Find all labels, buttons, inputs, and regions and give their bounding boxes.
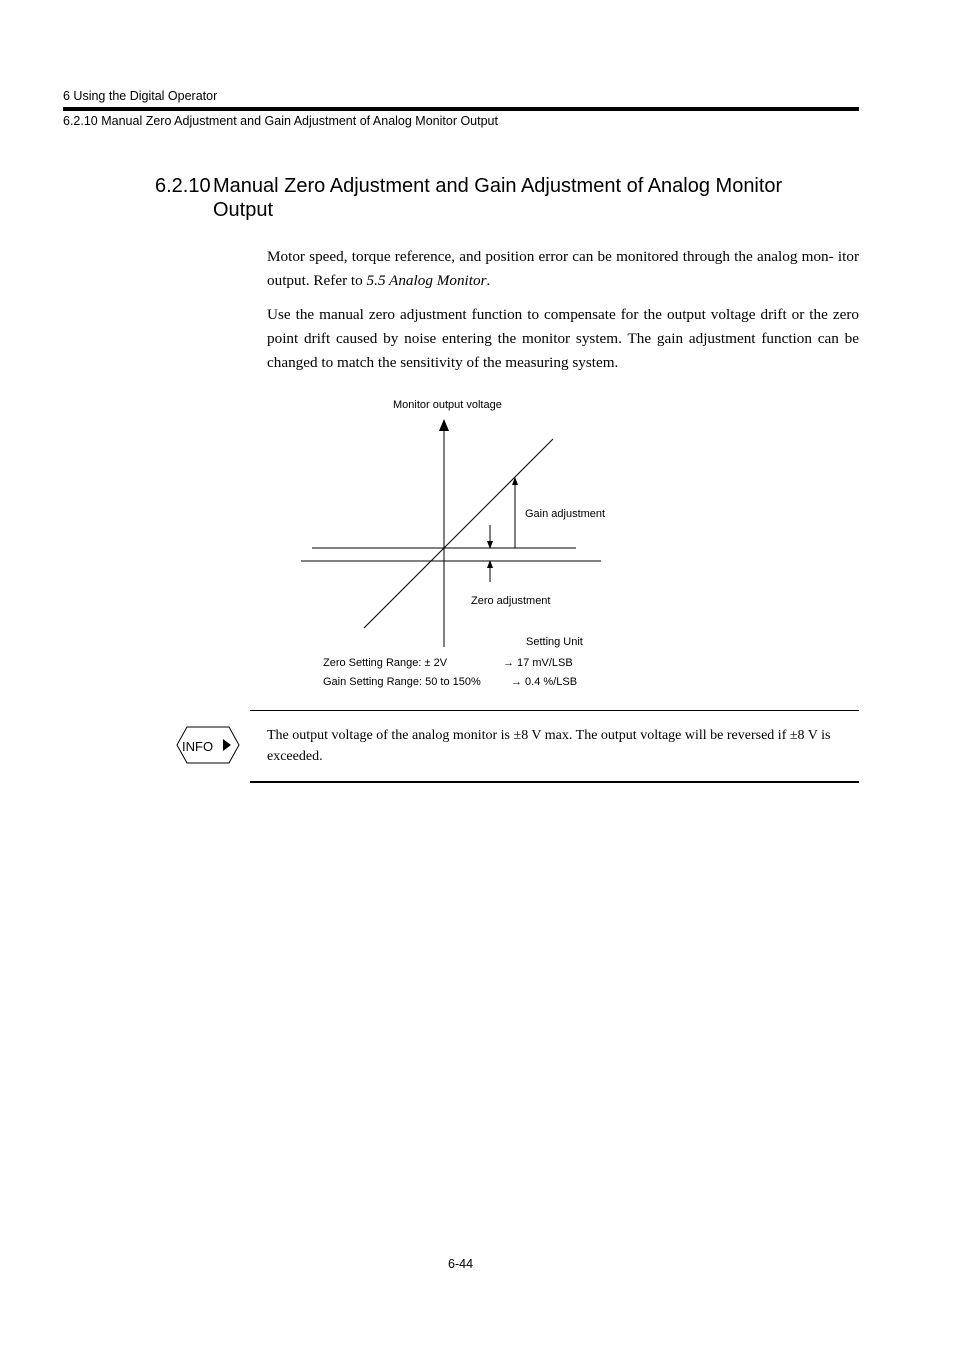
section-title-line1: Manual Zero Adjustment and Gain Adjustment of Analog Monitor [213, 175, 783, 197]
intro-paragraph-end: . [486, 272, 491, 289]
adjustment-diagram [300, 395, 620, 695]
zero-setting-range: Zero Setting Range: ± 2V [323, 657, 448, 669]
info-note: The output voltage of the analog monitor is ±8 V max. The output voltage will be reversed if ±8 V is exceeded. [267, 728, 831, 764]
info-icon [176, 726, 242, 766]
y-axis-arrowhead [439, 419, 449, 431]
section-title [155, 174, 855, 222]
info-bottom-rule [250, 781, 859, 783]
running-header-chapter: 6 Using the Digital Operator [63, 89, 218, 103]
info-top-rule [250, 710, 859, 711]
cross-reference: 5.5 Analog Monitor [366, 272, 487, 289]
intro-paragraph [267, 245, 859, 293]
setting-unit-header: Setting Unit [526, 636, 583, 648]
page-number: 6-44 [448, 1257, 474, 1271]
gain-setting-unit: → 0.4 %/LSB [511, 676, 578, 688]
gain-adjustment-label: Gain adjustment [525, 508, 606, 520]
running-header-section: 6.2.10 Manual Zero Adjustment and Gain Adjustment of Analog Monitor Output [63, 114, 498, 128]
section-title-line2: Output [213, 199, 274, 221]
zero-setting-unit: → 17 mV/LSB [503, 657, 573, 669]
intro-paragraph-text: Motor speed, torque reference, and position error can be monitored through the analog mon- itor output. Refer to [267, 248, 859, 289]
gain-arrowhead [512, 477, 518, 485]
adjustment-paragraph: Use the manual zero adjustment function to compensate for the output voltage drift or the zero point drift caused by noise entering the monitor system. The gain adjustment function can be changed to match the sensitivity of the measuring system. [267, 306, 859, 371]
info-icon-label: INFO [182, 739, 214, 754]
y-axis-label: Monitor output voltage [393, 399, 502, 411]
header-rule [63, 107, 859, 111]
zero-adjustment-label: Zero adjustment [471, 595, 551, 607]
gain-setting-range: Gain Setting Range: 50 to 150% [323, 676, 481, 688]
section-number: 6.2.10 [155, 175, 211, 197]
